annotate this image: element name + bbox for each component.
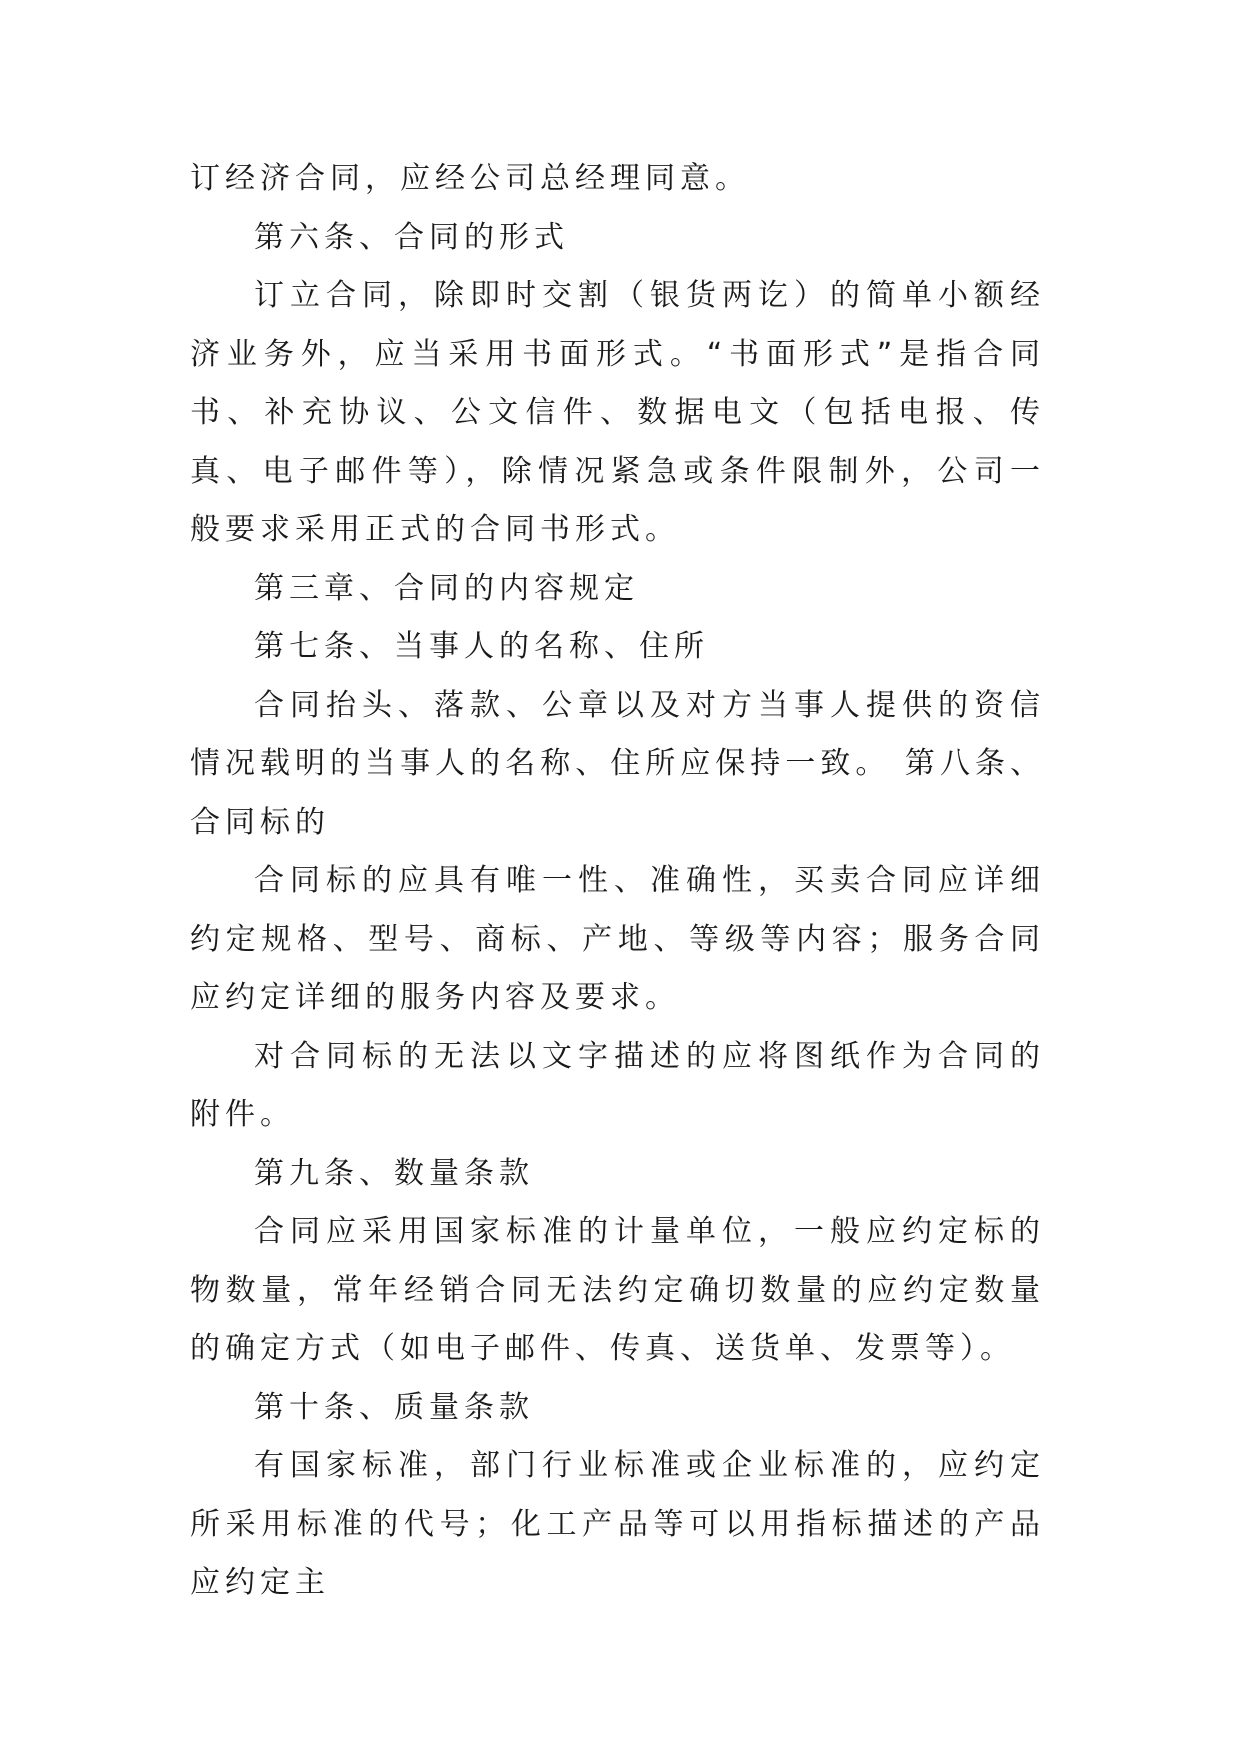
article-9-body: 合同应采用国家标准的计量单位，一般应约定标的物数量，常年经销合同无法约定确切数量的应约定数量的确定方式（如电子邮件、传真、送货单、发票等）。 <box>190 1214 1045 1366</box>
article-10-heading: 第十条、质量条款 <box>254 1389 534 1425</box>
article-9-heading: 第九条、数量条款 <box>254 1155 534 1191</box>
article-8-body: 合同标的应具有唯一性、准确性，买卖合同应详细约定规格、型号、商标、产地、等级等内容；服务合同应约定详细的服务内容及要求。 <box>190 863 1045 1015</box>
paragraph-continuation: 订经济合同，应经公司总经理同意。 <box>190 161 750 196</box>
article-7-heading: 第七条、当事人的名称、住所 <box>254 629 709 664</box>
chapter-3-heading: 第三章、合同的内容规定 <box>254 570 639 606</box>
article-6-heading: 第六条、合同的形式 <box>254 219 569 255</box>
article-6-body: 订立合同，除即时交割（银货两讫）的简单小额经济业务外，应当采用书面形式。“书面形式”是指合同书、补充协议、公文信件、数据电文（包括电报、传真、电子邮件等），除情况紧急或条件限制外，公司一般要求采用正式的合同书形式。 <box>190 278 1045 547</box>
document-page <box>190 150 1045 1613</box>
article-7-body: 合同抬头、落款、公章以及对方当事人提供的资信情况载明的当事人的名称、住所应保持一致。 第八条、合同标的 <box>190 687 1045 840</box>
article-10-body: 有国家标准，部门行业标准或企业标准的，应约定所采用标准的代号；化工产品等可以用指标描述的产品应约定主 <box>190 1448 1045 1600</box>
article-8-attachment-note: 对合同标的无法以文字描述的应将图纸作为合同的附件。 <box>190 1038 1045 1132</box>
